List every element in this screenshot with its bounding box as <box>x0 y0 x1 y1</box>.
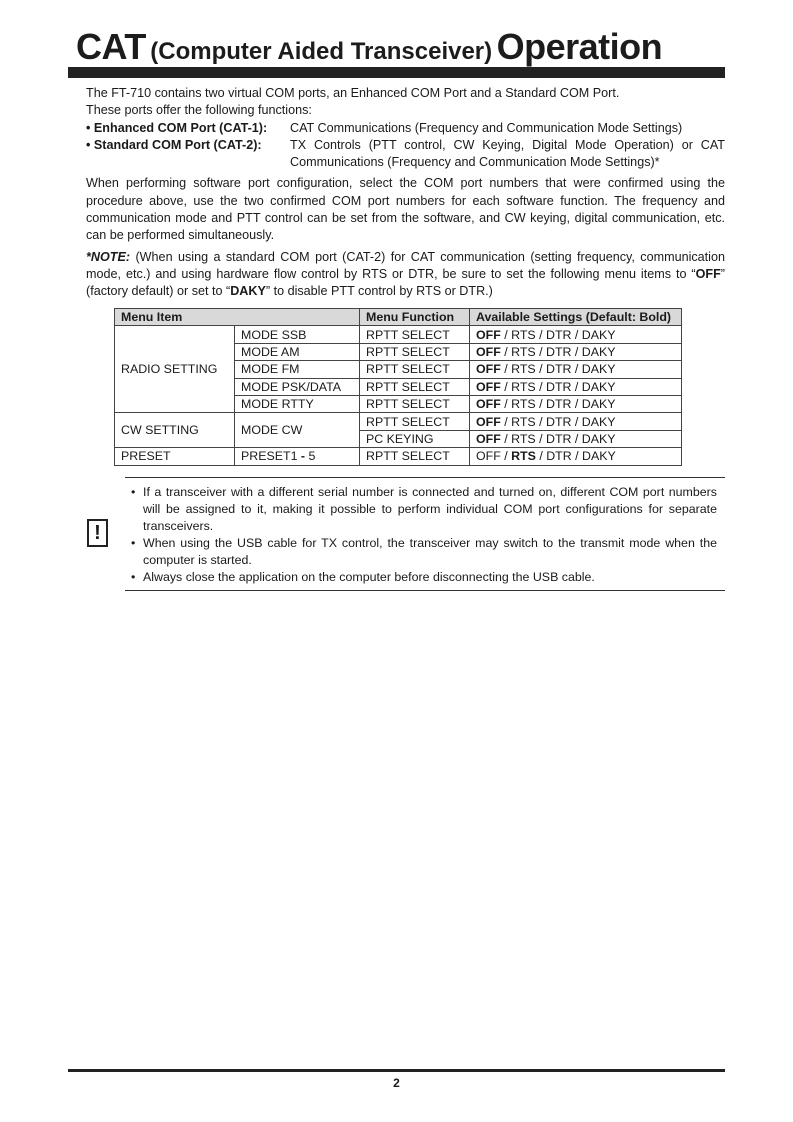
list-item: • Always close the application on the computer before disconnecting the USB cable. <box>125 569 725 586</box>
caution-notes <box>125 477 725 591</box>
row-sub: MODE PSK/DATA <box>235 378 360 395</box>
list-item: • When using the USB cable for TX control, the transceiver may switch to the transmit mode when the computer is started. <box>125 535 725 569</box>
list-item: • If a transceiver with a different serial number is connected and turned on, different COM port numbers will be assigned to it, making it possible to perform individual COM port configurations for separate transceivers. <box>125 484 725 535</box>
page-title <box>76 26 662 68</box>
row-sub: PRESET1 - 5 <box>235 448 360 465</box>
note-text-3: ” to disable PTT control by RTS or DTR.) <box>265 284 493 299</box>
port-desc-standard: TX Controls (PTT control, CW Keying, Digital Mode Operation) or CAT Communications (Frequency and Communication Mode Settings)* <box>290 137 725 170</box>
header-menu-item: Menu Item <box>115 309 360 326</box>
row-settings: OFF / RTS / DTR / DAKY <box>470 361 682 378</box>
note-text-2: ” (factory default) or set to “ <box>86 266 725 299</box>
row-func: RPTT SELECT <box>360 448 470 465</box>
row-settings: OFF / RTS / DTR / DAKY <box>470 430 682 447</box>
title-suffix: Operation <box>496 26 663 67</box>
row-func: RPTT SELECT <box>360 326 470 343</box>
group-radio-setting: RADIO SETTING <box>115 326 235 413</box>
row-settings: OFF / RTS / DTR / DAKY <box>470 326 682 343</box>
header-menu-function: Menu Function <box>360 309 470 326</box>
row-func: RPTT SELECT <box>360 395 470 412</box>
row-func: RPTT SELECT <box>360 343 470 360</box>
row-func: RPTT SELECT <box>360 378 470 395</box>
row-func: PC KEYING <box>360 430 470 447</box>
row-sub: MODE CW <box>235 413 360 448</box>
row-sub: MODE FM <box>235 361 360 378</box>
exclamation-icon: ! <box>87 519 108 547</box>
intro-line-2: These ports offer the following functions: <box>86 103 312 118</box>
title-prefix: CAT <box>76 26 146 67</box>
note-paragraph <box>86 249 725 301</box>
port-label-standard: • Standard COM Port (CAT-2): <box>86 137 262 152</box>
row-settings: OFF / RTS / DTR / DAKY <box>470 413 682 430</box>
group-preset: PRESET <box>115 448 235 465</box>
row-func: RPTT SELECT <box>360 413 470 430</box>
row-func: RPTT SELECT <box>360 361 470 378</box>
intro-section <box>86 85 725 301</box>
row-settings: OFF / RTS / DTR / DAKY <box>470 395 682 412</box>
group-cw-setting: CW SETTING <box>115 413 235 448</box>
table-row <box>115 326 682 343</box>
table-row <box>115 448 682 465</box>
row-sub: MODE AM <box>235 343 360 360</box>
port-desc-enhanced: CAT Communications (Frequency and Communication Mode Settings) <box>290 120 683 135</box>
row-sub: MODE SSB <box>235 326 360 343</box>
footer-rule <box>68 1069 725 1072</box>
note-daky: DAKY <box>230 284 266 299</box>
port-list <box>86 120 725 172</box>
note-label: *NOTE: <box>86 249 131 264</box>
table-row <box>115 413 682 430</box>
note-text-1: (When using a standard COM port (CAT-2) for CAT communication (setting frequency, communication mode, etc.) and using hardware flow control by RTS or DTR, be sure to set the following menu items to “ <box>86 249 725 281</box>
page-number: 2 <box>393 1076 400 1090</box>
note-off: OFF <box>695 266 721 281</box>
title-rule <box>68 67 725 78</box>
title-middle: (Computer Aided Transceiver) <box>150 38 493 65</box>
row-sub: MODE RTTY <box>235 395 360 412</box>
intro-line-1: The FT-710 contains two virtual COM ports, an Enhanced COM Port and a Standard COM Port. <box>86 86 620 100</box>
row-settings: OFF / RTS / DTR / DAKY <box>470 378 682 395</box>
row-settings: OFF / RTS / DTR / DAKY <box>470 448 682 465</box>
row-settings: OFF / RTS / DTR / DAKY <box>470 343 682 360</box>
port-label-enhanced: • Enhanced COM Port (CAT-1): <box>86 120 268 135</box>
header-available-settings: Available Settings (Default: Bold) <box>470 309 682 326</box>
settings-table <box>114 308 682 466</box>
table-header-row <box>115 309 682 326</box>
config-paragraph: When performing software port configuration, select the COM port numbers that were confirmed using the procedure above, use the two confirmed COM port numbers for each software function. The frequency and communication mode and PTT control can be set from the software, and CW keying, digital communication, etc. can be performed simultaneously. <box>86 176 725 243</box>
